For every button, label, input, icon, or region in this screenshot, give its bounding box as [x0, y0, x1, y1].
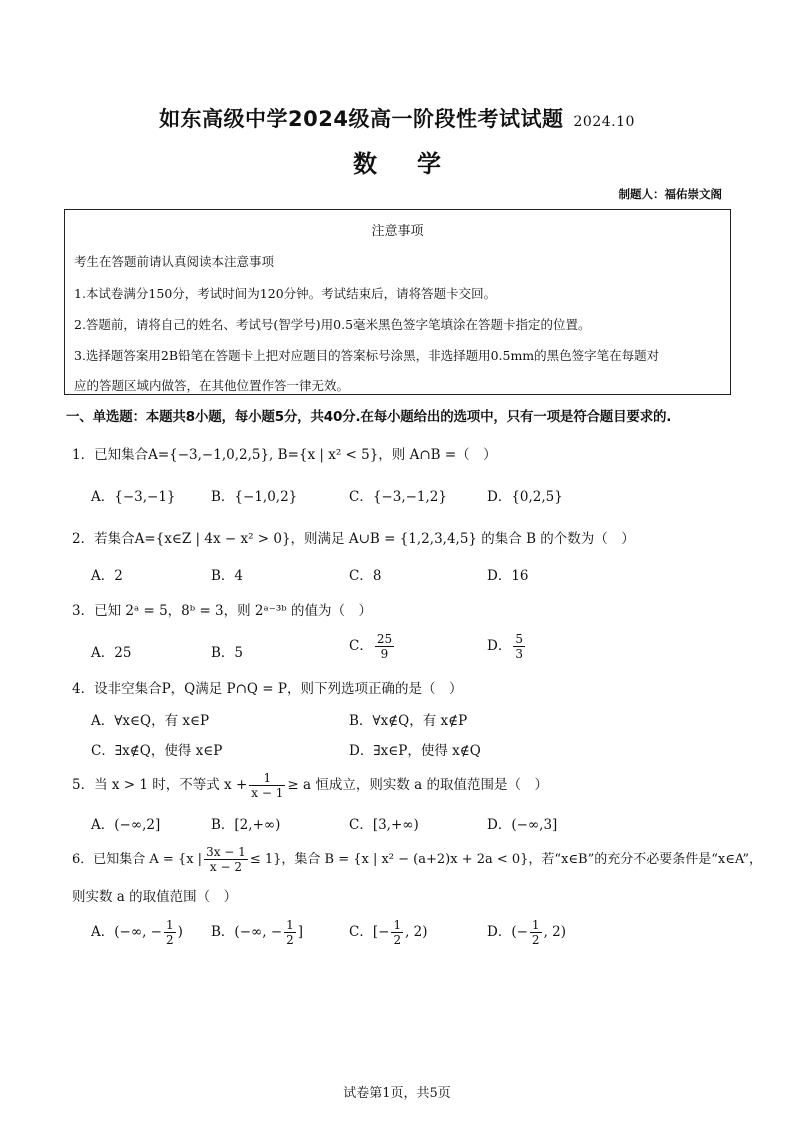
option-text: (−∞, − [114, 924, 162, 940]
fraction [391, 918, 403, 947]
q6-option-a [91, 918, 183, 947]
q5-option-b: B．[2,+∞) [211, 817, 281, 833]
q4-option-b: B．∀x∉Q，有 x∉P [349, 713, 468, 729]
author-credit: 制题人：福佑崇文阁 [618, 187, 722, 201]
q5-option-a: A．(−∞,2] [91, 817, 161, 833]
fraction-denominator: 9 [380, 647, 389, 661]
section-heading: 一、单选题：本题共8小题，每小题5分，共40分.在每小题给出的选项中，只有一项是符合题目要求的. [66, 409, 672, 425]
option-text: ] [297, 924, 304, 940]
notice-line: 2.答题前，请将自己的姓名、考试号(智学号)用0.5毫米黑色签字笔填涂在答题卡指定的位置。 [74, 317, 591, 332]
notice-line: 1.本试卷满分150分，考试时间为120分钟。考试结束后，请将答题卡交回。 [74, 286, 497, 301]
question-2-stem: 2．若集合A={x∈Z | 4x − x² > 0}，则满足 A∪B = {1,2,3,4,5} 的集合 B 的个数为（ ） [72, 531, 635, 547]
q1-option-d: D．{0,2,5} [487, 489, 563, 505]
exam-title [0, 103, 794, 133]
option-label: B． [211, 924, 235, 940]
fraction-numerator: 1 [531, 918, 540, 932]
option-text: , 2) [405, 924, 428, 940]
page-footer: 试卷第1页，共5页 [343, 1086, 451, 1101]
question-1-stem: 1．已知集合A={−3,−1,0,2,5}, B={x | x² < 5}，则 A∩B =（ ） [72, 447, 497, 463]
q5-option-d: D．(−∞,3] [487, 817, 558, 833]
q6-option-c [349, 918, 428, 947]
notice-title: 注意事项 [371, 224, 424, 239]
q6-stem-mid: ≤ 1}，集合 B = {x | x² − (a+2)x + 2a < 0}，若“x∈B”的充分不必要条件是“x∈A”， [249, 852, 762, 867]
q1-option-b: B．{−1,0,2} [211, 489, 298, 505]
notice-line: 考生在答题前请认真阅读本注意事项 [74, 254, 275, 269]
fraction-numerator: 1 [249, 771, 285, 786]
fraction [249, 771, 285, 800]
q3-option-c-label: C． [349, 638, 373, 654]
q3-option-d-label: D． [487, 638, 512, 654]
q3-option-c [349, 632, 396, 661]
option-label: D． [487, 924, 512, 940]
q4-option-c: C．∃x∉Q，使得 x∈P [91, 743, 223, 759]
q6-stem-pre: 6．已知集合 A = {x | [72, 852, 203, 867]
option-text: (− [511, 924, 528, 940]
fraction-numerator: 25 [376, 632, 393, 646]
fraction-numerator: 1 [286, 918, 294, 932]
notice-box [64, 209, 731, 395]
q3-option-d [487, 632, 527, 661]
q2-option-b: B．4 [211, 568, 244, 584]
q2-option-d: D．16 [487, 568, 529, 584]
fraction-denominator: x − 1 [251, 786, 284, 800]
q2-option-c: C．8 [349, 568, 382, 584]
question-5-stem [72, 771, 548, 800]
fraction-denominator: 3 [515, 647, 523, 661]
fraction-numerator: 1 [393, 918, 402, 932]
question-4-stem: 4．设非空集合P，Q满足 P∩Q = P，则下列选项正确的是（ ） [72, 681, 463, 697]
option-text: ) [177, 924, 183, 940]
option-label: A． [91, 924, 115, 940]
question-3-stem: 3．已知 2ᵃ = 5，8ᵇ = 3，则 2ᵃ⁻³ᵇ 的值为（ ） [72, 603, 372, 619]
q5-stem-post: ≥ a 恒成立，则实数 a 的取值范围是（ ） [287, 777, 548, 793]
notice-line: 应的答题区域内做答，在其他位置作答一律无效。 [74, 378, 350, 393]
question-6-stem [72, 845, 762, 874]
q6-option-b [211, 918, 303, 947]
option-text: (−∞, − [234, 924, 283, 940]
fraction [164, 918, 176, 947]
q4-option-a: A．∀x∈Q，有 x∈P [91, 713, 210, 729]
q1-option-c: C．{−3,−1,2} [349, 489, 447, 505]
fraction [284, 918, 296, 947]
fraction [513, 632, 525, 661]
q5-option-c: C．[3,+∞) [349, 817, 419, 833]
fraction-denominator: 2 [165, 933, 174, 947]
option-label: C． [349, 924, 373, 940]
subject-title: 数学 [353, 150, 481, 178]
q3-option-a: A．25 [91, 645, 132, 661]
fraction-numerator: 3x − 1 [206, 845, 246, 859]
fraction-numerator: 5 [515, 632, 523, 646]
q5-stem-pre: 5．当 x > 1 时，不等式 x + [72, 777, 248, 793]
fraction [530, 918, 542, 947]
fraction-denominator: 2 [286, 933, 294, 947]
fraction-denominator: x − 2 [209, 860, 242, 874]
exam-title-text: 如东高级中学2024级高一阶段性考试试题 [159, 107, 564, 131]
option-text: , 2) [543, 924, 567, 940]
fraction-denominator: 2 [531, 933, 540, 947]
fraction-denominator: 2 [393, 933, 402, 947]
fraction [375, 632, 394, 661]
q3-option-b: B．5 [211, 645, 244, 661]
fraction [204, 845, 248, 874]
q1-option-a: A．{−3,−1} [91, 489, 176, 505]
q4-option-d: D．∃x∈P，使得 x∉Q [349, 743, 481, 759]
fraction-numerator: 1 [165, 918, 174, 932]
q6-option-d [487, 918, 566, 947]
notice-line: 3.选择题答案用2B铅笔在答题卡上把对应题目的答案标号涂黑，非选择题用0.5mm的黑色签字笔在每题对 [74, 348, 660, 363]
q2-option-a: A．2 [91, 568, 123, 584]
question-6-stem-line2: 则实数 a 的取值范围（ ） [72, 889, 238, 905]
option-text: [− [372, 924, 390, 940]
exam-date: 2024.10 [573, 114, 635, 130]
